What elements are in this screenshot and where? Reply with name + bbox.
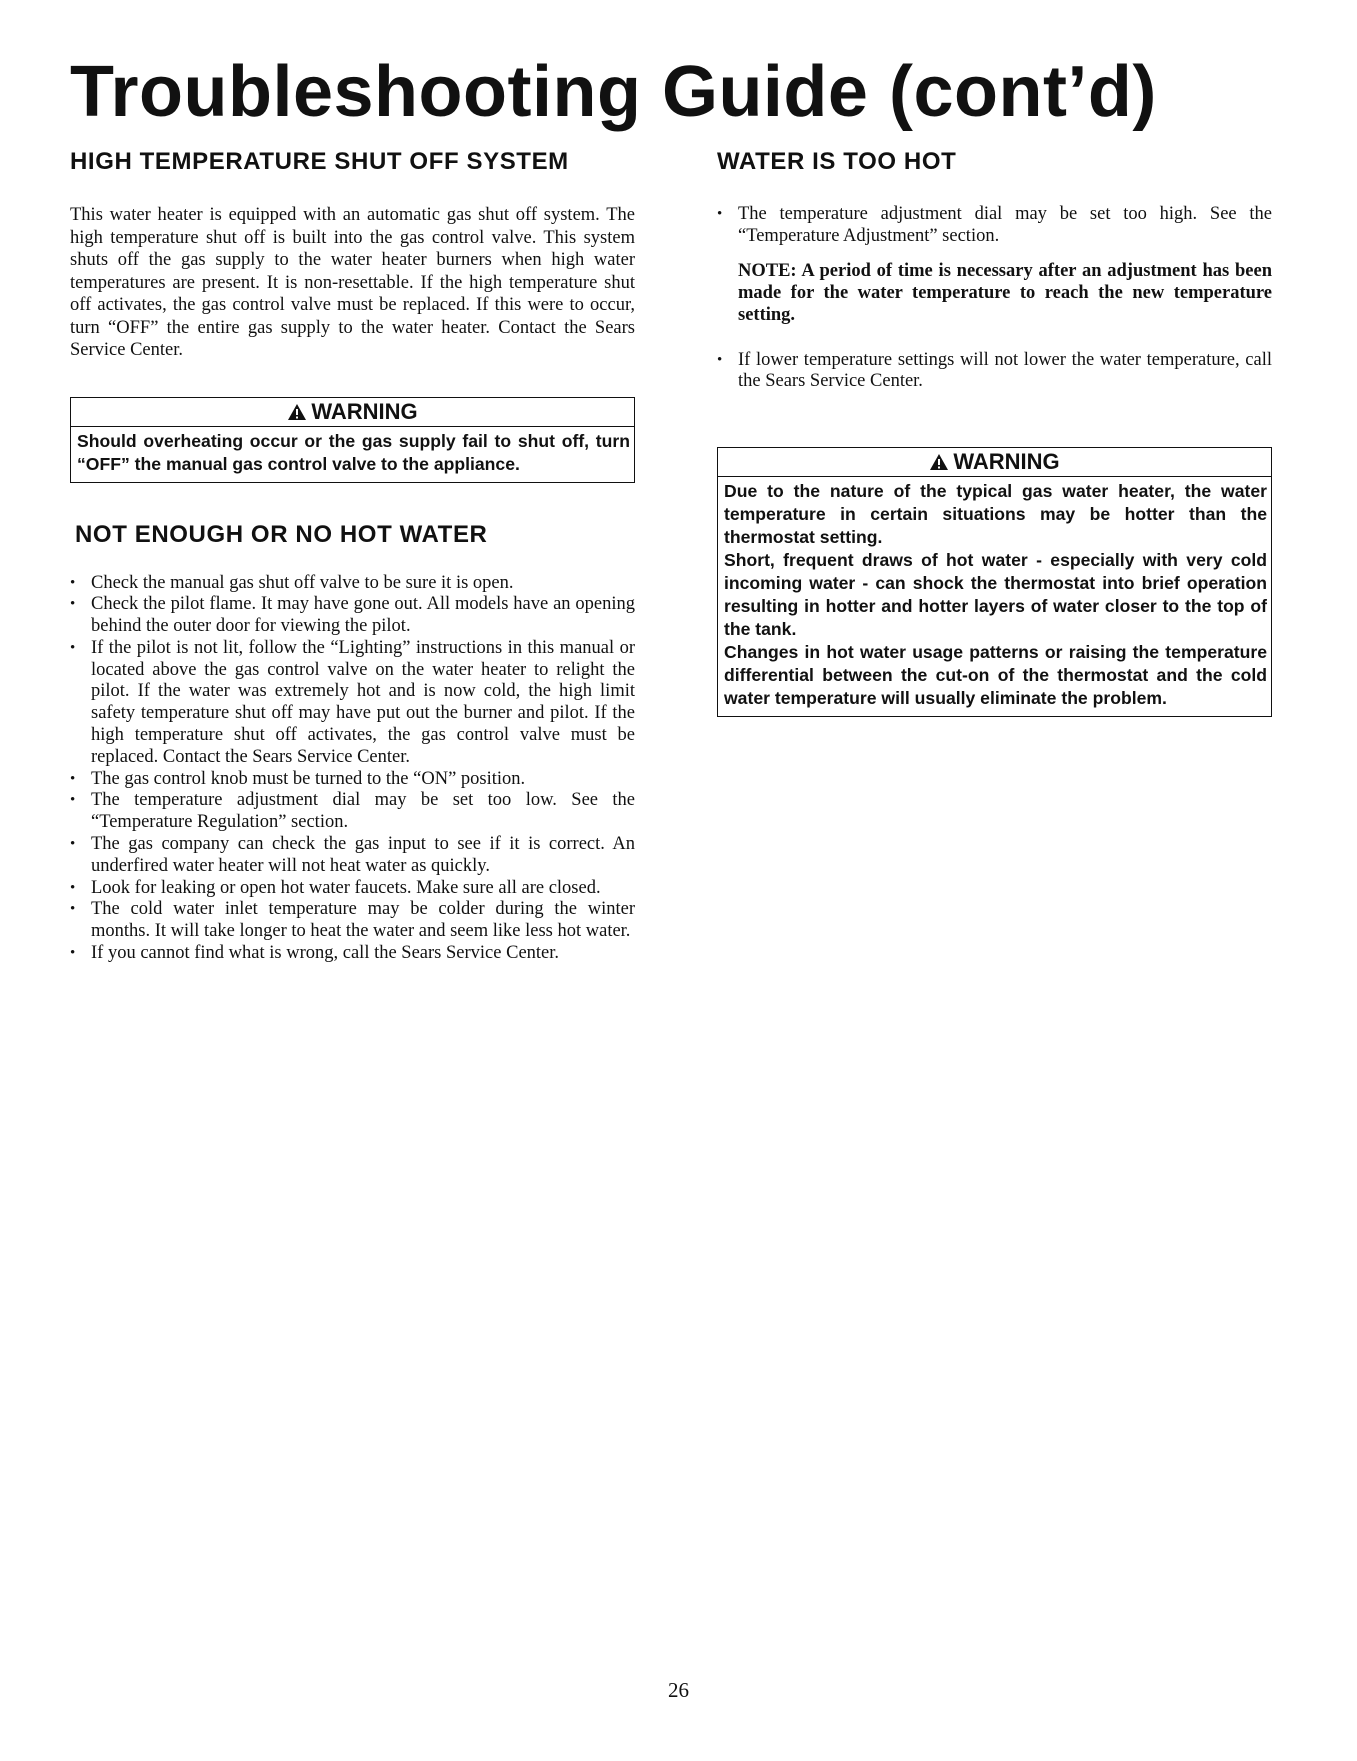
not-enough-hot-water-heading: NOT ENOUGH OR NO HOT WATER	[75, 520, 488, 548]
warning-text	[718, 477, 1271, 716]
warning-triangle-icon	[929, 453, 949, 471]
warning-label: WARNING	[953, 449, 1060, 475]
high-temp-shutoff-body: This water heater is equipped with an automatic gas shut off system. The high temperature shut off is built into the gas control valve. This system shuts off the gas supply to the water heater burners when high water temperatures are present. It is non-resettable. If the high temperature shut off activates, the gas control valve must be replaced. If this were to occur, turn “OFF” the entire gas supply to the water heater. Contact the Sears Service Center.	[70, 205, 635, 360]
right-column	[717, 150, 1272, 717]
list-item: • The gas control knob must be turned to the “ON” position.	[70, 769, 635, 791]
list-item: • The temperature adjustment dial may be set too low. See the “Temperature Regulation” section.	[70, 790, 635, 834]
page-title: Troubleshooting Guide (cont’d)	[70, 52, 1157, 132]
list-item: • The cold water inlet temperature may be colder during the winter months. It will take longer to heat the water and seem like less hot water.	[70, 899, 635, 943]
high-temp-shutoff-heading: HIGH TEMPERATURE SHUT OFF SYSTEM	[70, 148, 569, 175]
warning-paragraph: Changes in hot water usage patterns or raising the temperature differential between the cut-on of the thermostat and the cold water temperature will usually eliminate the problem.	[724, 642, 1267, 709]
warning-header	[71, 398, 634, 427]
list-item: • If you cannot find what is wrong, call the Sears Service Center.	[70, 943, 635, 965]
warning-paragraph: Due to the nature of the typical gas water heater, the water temperature in certain situations may be hotter than the thermostat setting.	[724, 481, 1267, 548]
list-item: • The temperature adjustment dial may be set too high. See the “Temperature Adjustment” section.	[717, 204, 1272, 248]
left-column	[70, 150, 635, 965]
warning-paragraph: Short, frequent draws of hot water - especially with very cold incoming water - can shock the thermostat into brief operation resulting in hotter and hotter layers of water closer to the top of the tank.	[724, 550, 1267, 640]
warning-text: Should overheating occur or the gas supply fail to shut off, turn “OFF” the manual gas control valve to the appliance.	[77, 430, 630, 474]
water-too-hot-list-2	[717, 350, 1272, 394]
not-enough-hot-water-list	[70, 573, 635, 965]
list-item: • If lower temperature settings will not lower the water temperature, call the Sears Service Center.	[717, 350, 1272, 394]
warning-box-hot-water	[717, 447, 1272, 717]
warning-box-shutoff	[70, 397, 635, 483]
list-item: • Check the pilot flame. It may have gone out. All models have an opening behind the outer door for viewing the pilot.	[70, 594, 635, 638]
water-too-hot-heading: WATER IS TOO HOT	[717, 148, 957, 175]
warning-triangle-icon	[287, 403, 307, 421]
list-item: • If the pilot is not lit, follow the “Lighting” instructions in this manual or located above the gas control valve on the water heater to relight the pilot. If the water was extremely hot and is now cold, the high limit safety temperature shut off may have put out the burner and pilot. If the high temperature shut off activates, the gas control valve must be replaced. Contact the Sears Service Center.	[70, 638, 635, 769]
water-too-hot-list	[717, 204, 1272, 248]
adjustment-note: NOTE: A period of time is necessary after an adjustment has been made for the water temperature to reach the new temperature setting.	[738, 260, 1272, 325]
list-item: • Look for leaking or open hot water faucets. Make sure all are closed.	[70, 878, 635, 900]
page-number: 26	[668, 1678, 689, 1702]
list-item: • Check the manual gas shut off valve to be sure it is open.	[70, 573, 635, 595]
list-item: • The gas company can check the gas input to see if it is correct. An underfired water heater will not heat water as quickly.	[70, 834, 635, 878]
warning-header	[718, 448, 1271, 477]
warning-label: WARNING	[311, 398, 418, 424]
